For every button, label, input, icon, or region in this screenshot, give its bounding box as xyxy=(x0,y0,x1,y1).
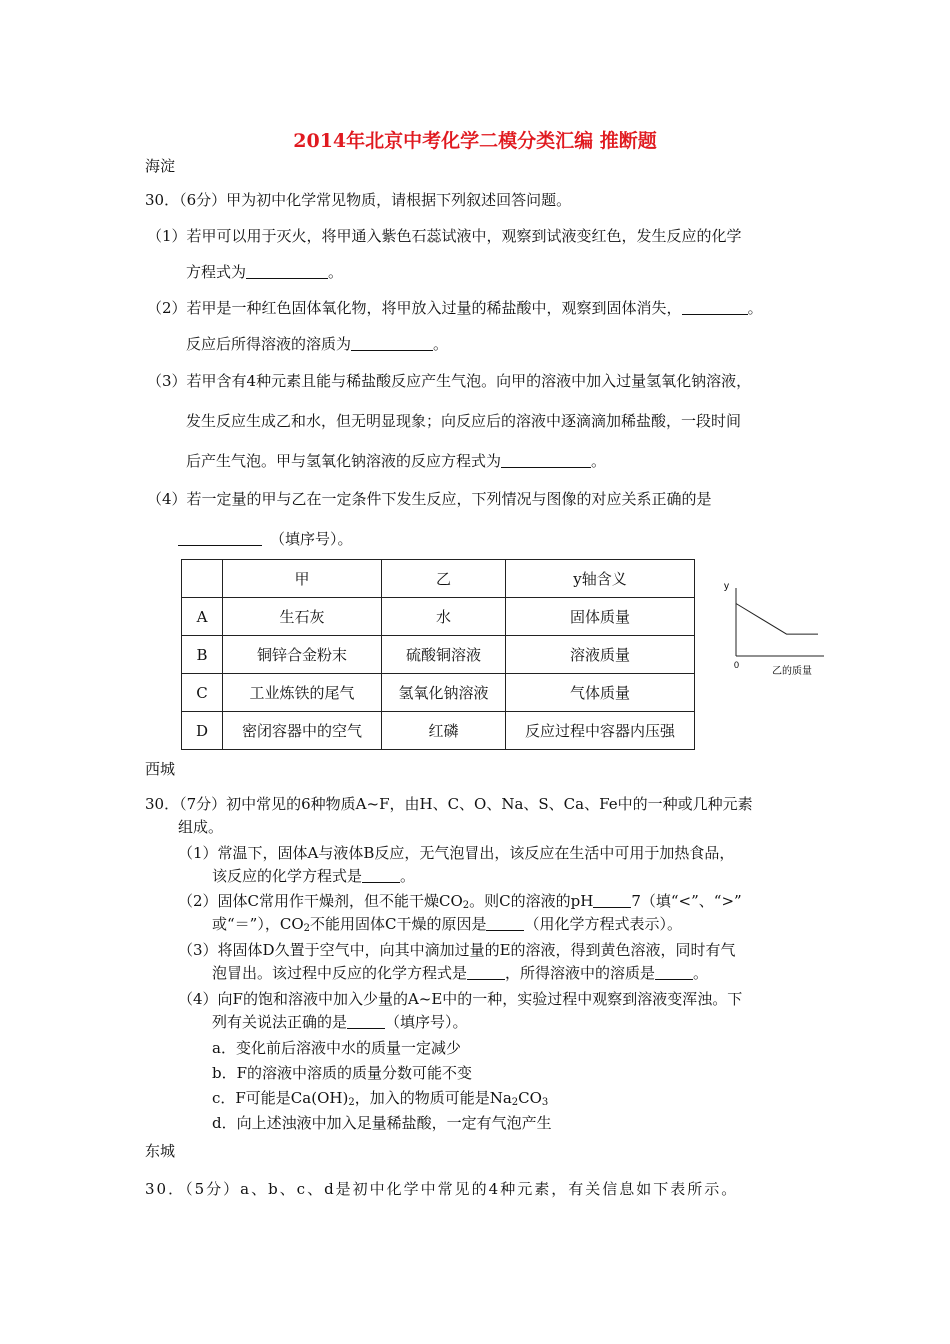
answer-blank xyxy=(501,453,591,468)
xicheng-option-d: d．向上述浊液中加入足量稀盐酸，一定有气泡产生 xyxy=(212,1114,552,1132)
answer-blank xyxy=(682,300,748,315)
table-cell: 固体质量 xyxy=(506,598,695,636)
xicheng-q4-line2: 列有关说法正确的是 （填序号）。 xyxy=(212,1013,468,1031)
table-cell: D xyxy=(182,712,223,750)
xicheng-q1-line1: （1）常温下，固体A与液体B反应，无气泡冒出，该反应在生活中可用于加热食品， xyxy=(178,844,735,862)
table-cell: A xyxy=(182,598,223,636)
data-table xyxy=(181,559,695,750)
haidian-p2-line1: （2）若甲是一种红色固体氧化物，将甲放入过量的稀盐酸中，观察到固体消失， 。 xyxy=(147,299,763,317)
table-cell: 气体质量 xyxy=(506,674,695,712)
section-haidian: 海淀 xyxy=(145,157,176,175)
table-cell: 反应过程中容器内压强 xyxy=(506,712,695,750)
answer-blank xyxy=(655,965,693,980)
section-dongcheng: 东城 xyxy=(145,1142,176,1160)
table-header-row xyxy=(182,560,695,598)
xicheng-stem-line1: 30．（7分）初中常见的6种物质A~F，由H、C、O、Na、S、Ca、Fe中的一种或几种元素 xyxy=(145,795,753,813)
y-axis-label: y xyxy=(724,581,729,592)
answer-blank xyxy=(362,868,400,883)
xicheng-q3-line2: 泡冒出。该过程中反应的化学方程式是 ，所得溶液中的溶质是 。 xyxy=(212,964,709,982)
answer-blank xyxy=(246,264,328,279)
haidian-p4-line1: （4）若一定量的甲与乙在一定条件下发生反应，下列情况与图像的对应关系正确的是 xyxy=(147,490,712,508)
answer-blank xyxy=(467,965,505,980)
table-cell: 生石灰 xyxy=(223,598,382,636)
table-cell: 工业炼铁的尾气 xyxy=(223,674,382,712)
page-title: 2014年北京中考化学二模分类汇编 推断题 xyxy=(293,130,657,152)
haidian-p3-line1: （3）若甲含有4种元素且能与稀盐酸反应产生气泡。向甲的溶液中加入过量氢氧化钠溶液， xyxy=(147,372,752,390)
x-axis-label: 乙的质量 xyxy=(772,666,812,676)
table-cell: 硫酸铜溶液 xyxy=(382,636,506,674)
table-cell: 水 xyxy=(382,598,506,636)
table-row xyxy=(182,674,695,712)
answer-blank xyxy=(347,1014,385,1029)
table-row xyxy=(182,598,695,636)
dongcheng-stem: 30．（5分）a、b、c、d是初中化学中常见的4种元素，有关信息如下表所示。 xyxy=(145,1180,739,1198)
table-row xyxy=(182,712,695,750)
series-line xyxy=(736,604,818,635)
origin-label: 0 xyxy=(734,660,740,670)
table-cell: 氢氧化钠溶液 xyxy=(382,674,506,712)
answer-blank xyxy=(351,336,433,351)
haidian-p1-line2: 方程式为 。 xyxy=(186,263,344,281)
haidian-stem: 30．（6分）甲为初中化学常见物质，请根据下列叙述回答问题。 xyxy=(145,191,572,209)
table-header-cell: y轴含义 xyxy=(506,560,695,598)
haidian-p3-line3: 后产生气泡。甲与氢氧化钠溶液的反应方程式为 。 xyxy=(186,452,607,470)
answer-blank xyxy=(593,893,631,908)
xicheng-q4-line1: （4）向F的饱和溶液中加入少量的A~E中的一种，实验过程中观察到溶液变浑浊。下 xyxy=(178,990,743,1008)
table-cell: C xyxy=(182,674,223,712)
graph-svg xyxy=(720,576,830,676)
table-cell: B xyxy=(182,636,223,674)
answer-blank xyxy=(178,531,262,546)
table-header-cell: 甲 xyxy=(223,560,382,598)
xicheng-q2-line1: （2）固体C常用作干燥剂，但不能干燥$CO_2$。则C的溶液的pH 7（填“<”、“>” xyxy=(178,892,742,911)
xicheng-stem-line2: 组成。 xyxy=(178,818,224,836)
table-cell: 密闭容器中的空气 xyxy=(223,712,382,750)
answer-blank xyxy=(486,916,524,931)
section-xicheng: 西城 xyxy=(145,760,176,778)
table-header-cell: 乙 xyxy=(382,560,506,598)
table-row xyxy=(182,636,695,674)
table-header-cell xyxy=(182,560,223,598)
haidian-p1-line1: （1）若甲可以用于灭火，将甲通入紫色石蕊试液中，观察到试液变红色，发生反应的化学 xyxy=(147,227,742,245)
haidian-p4-line2: （填序号）。 xyxy=(178,528,353,549)
haidian-p3-line2: 发生反应生成乙和水，但无明显现象；向反应后的溶液中逐滴滴加稀盐酸，一段时间 xyxy=(186,412,742,430)
table-cell: 红磷 xyxy=(382,712,506,750)
xicheng-q3-line1: （3）将固体D久置于空气中，向其中滴加过量的E的溶液，得到黄色溶液，同时有气 xyxy=(178,941,736,959)
xicheng-option-a: a．变化前后溶液中水的质量一定减少 xyxy=(212,1039,461,1057)
table-cell: 铜锌合金粉末 xyxy=(223,636,382,674)
haidian-p2-line2: 反应后所得溶液的溶质为 。 xyxy=(186,335,449,353)
xicheng-option-c: c．F可能是$Ca(OH)_2$，加入的物质可能是$Na_2CO_3$ xyxy=(212,1089,549,1108)
xicheng-option-b: b．F的溶液中溶质的质量分数可能不变 xyxy=(212,1064,473,1082)
graph xyxy=(720,576,830,676)
table-cell: 溶液质量 xyxy=(506,636,695,674)
xicheng-q2-line2: 或“＝”），$CO_2$不能用固体C干燥的原因是 （用化学方程式表示）。 xyxy=(212,915,682,934)
xicheng-q1-line2: 该反应的化学方程式是 。 xyxy=(212,867,416,885)
